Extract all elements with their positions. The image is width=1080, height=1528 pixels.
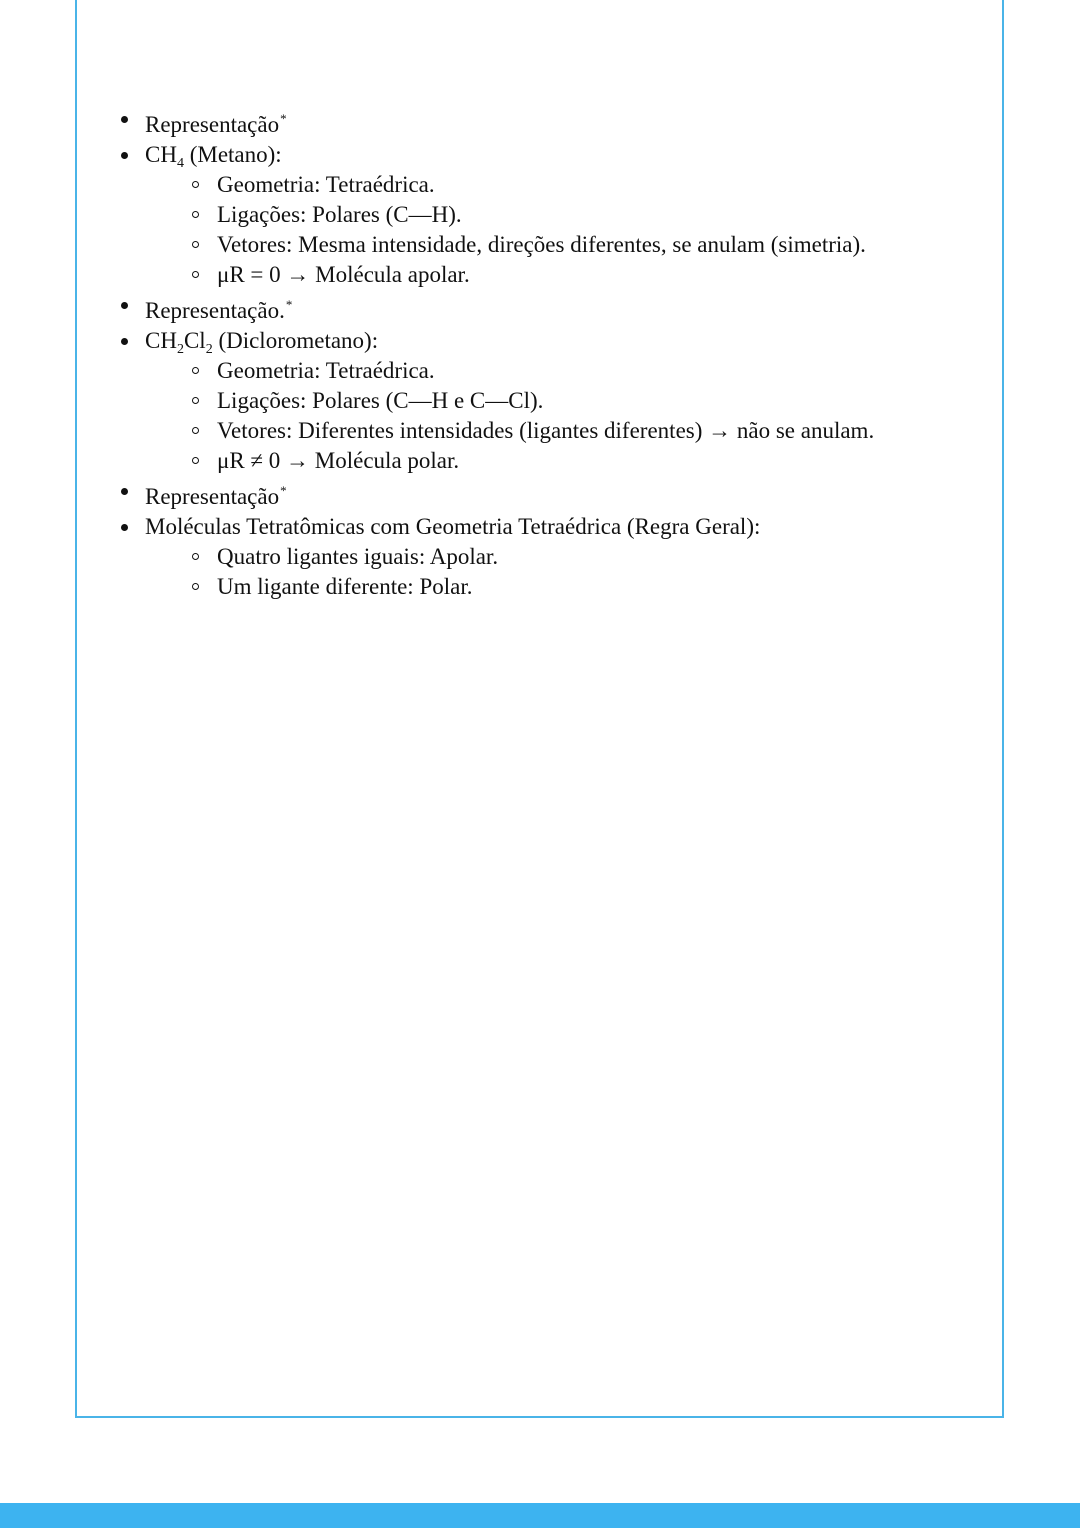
sub-item (145, 200, 990, 230)
filled-bullet-icon (121, 152, 128, 159)
sub-item (145, 170, 990, 200)
sub-item (145, 416, 990, 446)
sub-list (145, 170, 990, 290)
sub-item (145, 230, 990, 260)
item-text: (Diclorometano): (212, 328, 379, 353)
formula-base: CH (145, 328, 177, 353)
filled-bullet-icon (121, 524, 128, 531)
sub-item-text: Um ligante diferente: Polar. (217, 574, 473, 599)
star-mark: * (285, 297, 293, 312)
formula-mid: Cl (183, 328, 206, 353)
sub-item-text: Geometria: Tetraédrica. (217, 358, 435, 383)
formula-base: CH (145, 142, 177, 167)
list-item-regra-geral (110, 512, 990, 602)
sub-item (145, 386, 990, 416)
formula-subscript: 4 (176, 156, 184, 171)
item-text: Representação. (145, 298, 285, 323)
hollow-bullet-icon (192, 211, 199, 218)
filled-bullet-icon (121, 488, 128, 495)
sub-item-text: Vetores: Mesma intensidade, direções diferentes, se anulam (simetria). (217, 232, 866, 257)
sub-list (145, 356, 990, 476)
bottom-accent-bar (0, 1503, 1080, 1528)
formula-subscript: 2 (176, 342, 184, 357)
list-item-diclorometano (110, 326, 990, 476)
item-text: Representação (145, 484, 280, 509)
sub-item (145, 572, 990, 602)
sub-item-text: μR = 0 → Molécula apolar. (217, 262, 470, 287)
list-item-representacao-2 (110, 290, 990, 326)
hollow-bullet-icon (192, 583, 199, 590)
list-item-representacao-1 (110, 104, 990, 140)
sub-item (145, 260, 990, 290)
item-text: (Metano): (183, 142, 282, 167)
filled-bullet-icon (121, 302, 128, 309)
filled-bullet-icon (121, 116, 128, 123)
sub-item (145, 542, 990, 572)
star-mark: * (280, 483, 287, 498)
sub-item-text: Ligações: Polares (C—H e C—Cl). (217, 388, 544, 413)
bullet-list (110, 104, 990, 602)
item-text: Moléculas Tetratômicas com Geometria Tetraédrica (Regra Geral): (145, 514, 761, 539)
list-item-metano (110, 140, 990, 290)
sub-list (145, 542, 990, 602)
hollow-bullet-icon (192, 271, 199, 278)
document-content (110, 104, 990, 602)
hollow-bullet-icon (192, 457, 199, 464)
sub-item-text: μR ≠ 0 → Molécula polar. (217, 448, 460, 473)
sub-item-text: Geometria: Tetraédrica. (217, 172, 435, 197)
hollow-bullet-icon (192, 367, 199, 374)
sub-item-text: Ligações: Polares (C—H). (217, 202, 462, 227)
star-mark: * (280, 111, 287, 126)
sub-item-text: Quatro ligantes iguais: Apolar. (217, 544, 499, 569)
hollow-bullet-icon (192, 181, 199, 188)
hollow-bullet-icon (192, 427, 199, 434)
hollow-bullet-icon (192, 553, 199, 560)
hollow-bullet-icon (192, 241, 199, 248)
sub-item-text: Vetores: Diferentes intensidades (ligantes diferentes) → não se anulam. (217, 418, 875, 443)
hollow-bullet-icon (192, 397, 199, 404)
sub-item (145, 446, 990, 476)
filled-bullet-icon (121, 338, 128, 345)
list-item-representacao-3 (110, 476, 990, 512)
item-text: Representação (145, 112, 280, 137)
formula-subscript: 2 (205, 342, 213, 357)
sub-item (145, 356, 990, 386)
